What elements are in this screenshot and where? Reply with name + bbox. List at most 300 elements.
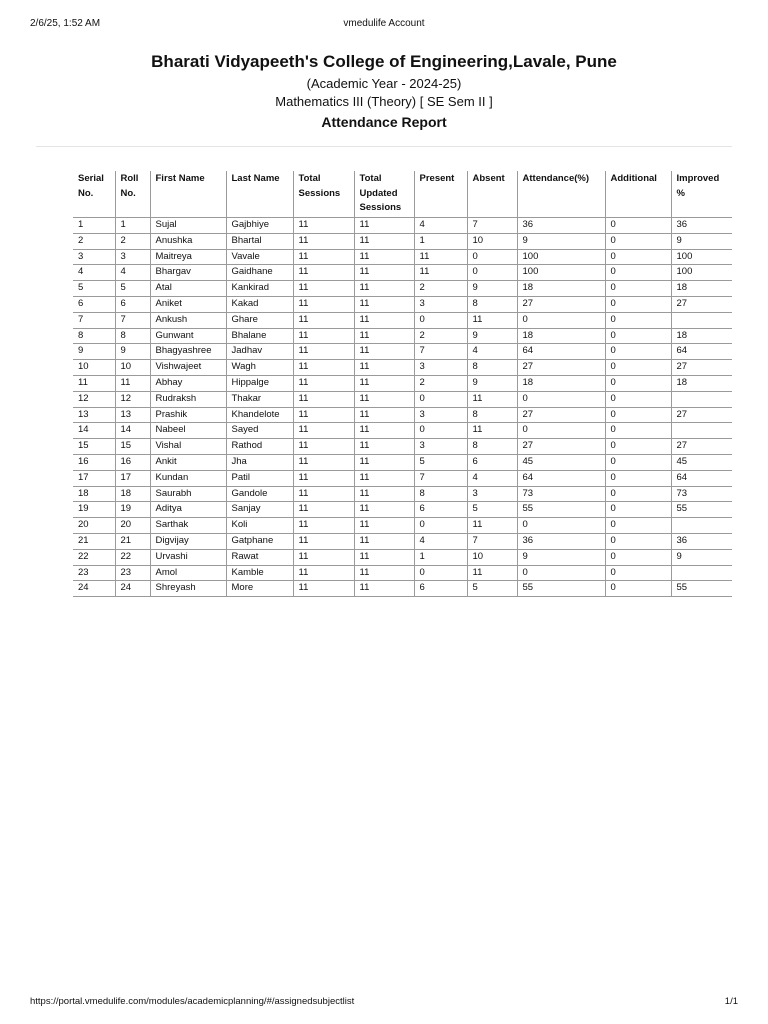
table-cell: 0 <box>605 407 671 423</box>
table-cell <box>671 565 732 581</box>
table-cell: 19 <box>115 502 150 518</box>
table-cell: 64 <box>671 344 732 360</box>
table-cell: 20 <box>73 518 115 534</box>
table-cell: Bhagyashree <box>150 344 226 360</box>
table-row <box>73 391 732 407</box>
table-row <box>73 454 732 470</box>
table-cell: 0 <box>414 423 467 439</box>
table-body <box>73 218 732 597</box>
table-cell: Wagh <box>226 360 293 376</box>
table-cell: 0 <box>605 249 671 265</box>
table-cell: 17 <box>115 470 150 486</box>
table-cell: 12 <box>73 391 115 407</box>
table-cell: 3 <box>414 407 467 423</box>
table-cell: 0 <box>414 518 467 534</box>
table-cell: 0 <box>605 328 671 344</box>
table-cell: 10 <box>467 233 517 249</box>
table-cell: 11 <box>467 312 517 328</box>
table-cell: Atal <box>150 281 226 297</box>
table-cell: 7 <box>467 218 517 234</box>
table-cell: 0 <box>605 581 671 597</box>
table-cell: 64 <box>517 344 605 360</box>
table-cell: 36 <box>671 533 732 549</box>
table-cell: Rathod <box>226 439 293 455</box>
table-cell: 9 <box>517 549 605 565</box>
table-cell: 0 <box>517 391 605 407</box>
table-row <box>73 581 732 597</box>
table-cell: Rawat <box>226 549 293 565</box>
table-cell: 21 <box>115 533 150 549</box>
table-cell: 11 <box>354 360 414 376</box>
table-cell: 11 <box>354 533 414 549</box>
table-cell: 1 <box>414 549 467 565</box>
table-cell: 11 <box>354 344 414 360</box>
print-page-number: 1/1 <box>724 996 738 1007</box>
table-cell: Ankush <box>150 312 226 328</box>
table-cell: Koli <box>226 518 293 534</box>
table-cell: 55 <box>671 581 732 597</box>
table-cell: 3 <box>467 486 517 502</box>
table-cell: 100 <box>517 265 605 281</box>
table-cell: 2 <box>414 328 467 344</box>
table-cell: 8 <box>467 296 517 312</box>
table-cell: 100 <box>671 265 732 281</box>
table-cell: 27 <box>671 439 732 455</box>
table-cell: 0 <box>605 423 671 439</box>
table-cell: 3 <box>414 296 467 312</box>
table-cell: Sujal <box>150 218 226 234</box>
table-cell <box>671 312 732 328</box>
table-cell: 18 <box>517 328 605 344</box>
table-cell: 11 <box>414 249 467 265</box>
table-cell: Patil <box>226 470 293 486</box>
print-url: https://portal.vmedulife.com/modules/academicplanning/#/assignedsubjectlist <box>30 996 355 1007</box>
table-cell: 27 <box>671 360 732 376</box>
column-header-text: Serial <box>78 173 104 184</box>
column-header-text: Improved <box>676 173 720 184</box>
table-cell: 11 <box>293 312 354 328</box>
table-row <box>73 265 732 281</box>
table-cell: 11 <box>293 486 354 502</box>
table-cell: 5 <box>467 581 517 597</box>
column-header-text: No. <box>120 187 136 199</box>
table-cell: 11 <box>293 233 354 249</box>
table-cell: 24 <box>73 581 115 597</box>
table-cell: 6 <box>414 581 467 597</box>
table-cell: 0 <box>517 312 605 328</box>
table-cell: 0 <box>467 265 517 281</box>
table-cell: 18 <box>671 375 732 391</box>
table-cell: 0 <box>517 565 605 581</box>
table-cell: 45 <box>517 454 605 470</box>
table-cell: Thakar <box>226 391 293 407</box>
table-cell: 18 <box>115 486 150 502</box>
divider <box>36 146 732 147</box>
column-header-text: First Name <box>155 173 205 184</box>
table-cell: 4 <box>414 218 467 234</box>
column-header <box>517 171 605 218</box>
table-cell: 11 <box>293 502 354 518</box>
table-cell: Gatphane <box>226 533 293 549</box>
table-cell: 11 <box>354 454 414 470</box>
report-title: Attendance Report <box>321 114 447 130</box>
table-cell: 14 <box>115 423 150 439</box>
table-cell: Urvashi <box>150 549 226 565</box>
table-cell: Vishal <box>150 439 226 455</box>
table-cell: 9 <box>671 549 732 565</box>
table-cell: 11 <box>354 218 414 234</box>
table-cell: 1 <box>414 233 467 249</box>
table-row <box>73 328 732 344</box>
column-header <box>414 171 467 218</box>
table-row <box>73 565 732 581</box>
table-cell: 4 <box>73 265 115 281</box>
table-cell: 11 <box>293 549 354 565</box>
table-cell: 11 <box>293 454 354 470</box>
table-row <box>73 344 732 360</box>
table-row <box>73 533 732 549</box>
table-cell: 0 <box>605 502 671 518</box>
table-cell: 11 <box>467 518 517 534</box>
table-cell: 7 <box>414 470 467 486</box>
table-cell: Saurabh <box>150 486 226 502</box>
table-cell: 11 <box>354 549 414 565</box>
table-cell: 11 <box>293 470 354 486</box>
table-cell: 11 <box>354 470 414 486</box>
table-row <box>73 439 732 455</box>
table-cell: 11 <box>293 581 354 597</box>
table-cell: 0 <box>605 454 671 470</box>
table-cell: 73 <box>671 486 732 502</box>
attendance-table <box>73 171 732 597</box>
table-cell: 36 <box>517 533 605 549</box>
table-cell: 6 <box>115 296 150 312</box>
table-cell: 9 <box>517 233 605 249</box>
table-cell: 11 <box>467 423 517 439</box>
table-row <box>73 502 732 518</box>
table-cell: 64 <box>671 470 732 486</box>
column-header <box>73 171 115 218</box>
table-cell: 0 <box>517 423 605 439</box>
table-cell: 11 <box>293 375 354 391</box>
table-cell: 64 <box>517 470 605 486</box>
table-cell: 0 <box>467 249 517 265</box>
column-header-text: Absent <box>472 173 505 184</box>
table-cell: 0 <box>605 439 671 455</box>
table-cell: Sayed <box>226 423 293 439</box>
table-cell: 3 <box>414 439 467 455</box>
table-cell: Rudraksh <box>150 391 226 407</box>
table-cell: 22 <box>115 549 150 565</box>
table-cell: 14 <box>73 423 115 439</box>
table-cell: 27 <box>517 407 605 423</box>
table-cell: 11 <box>115 375 150 391</box>
table-cell: 8 <box>467 407 517 423</box>
table-cell: 13 <box>115 407 150 423</box>
table-cell: 16 <box>73 454 115 470</box>
table-cell: 12 <box>115 391 150 407</box>
table-cell: 0 <box>605 486 671 502</box>
table-cell: 15 <box>73 439 115 455</box>
column-header <box>293 171 354 218</box>
table-cell: Sarthak <box>150 518 226 534</box>
table-cell: 19 <box>73 502 115 518</box>
column-header-text: Total <box>359 173 382 184</box>
table-cell: 0 <box>605 281 671 297</box>
table-cell: 7 <box>467 533 517 549</box>
table-cell: Gunwant <box>150 328 226 344</box>
table-cell: 0 <box>605 360 671 376</box>
table-cell: Vavale <box>226 249 293 265</box>
table-cell: 4 <box>115 265 150 281</box>
table-cell: 7 <box>115 312 150 328</box>
table-cell: Gaidhane <box>226 265 293 281</box>
column-header-text: Attendance(%) <box>522 173 590 184</box>
column-header <box>605 171 671 218</box>
table-cell: 24 <box>115 581 150 597</box>
table-cell: Kamble <box>226 565 293 581</box>
table-cell: 73 <box>517 486 605 502</box>
print-datetime: 2/6/25, 1:52 AM <box>30 18 101 29</box>
table-cell: Shreyash <box>150 581 226 597</box>
table-row <box>73 518 732 534</box>
table-cell: 18 <box>671 328 732 344</box>
table-cell: 18 <box>73 486 115 502</box>
table-cell: Sanjay <box>226 502 293 518</box>
table-cell <box>671 518 732 534</box>
table-cell: 7 <box>73 312 115 328</box>
table-cell: 8 <box>467 439 517 455</box>
table-cell: 0 <box>414 565 467 581</box>
table-cell: 11 <box>293 423 354 439</box>
table-cell: 11 <box>73 375 115 391</box>
table-cell: 15 <box>115 439 150 455</box>
column-header <box>354 171 414 218</box>
table-cell: Kundan <box>150 470 226 486</box>
table-cell: 9 <box>73 344 115 360</box>
table-cell: 8 <box>467 360 517 376</box>
table-cell: 0 <box>414 391 467 407</box>
table-row <box>73 360 732 376</box>
table-cell: 11 <box>293 281 354 297</box>
table-cell: Ankit <box>150 454 226 470</box>
column-header-text: No. <box>78 187 94 199</box>
table-cell: 0 <box>605 312 671 328</box>
table-cell: Kankirad <box>226 281 293 297</box>
table-cell: 13 <box>73 407 115 423</box>
table-cell: 11 <box>354 439 414 455</box>
table-row <box>73 375 732 391</box>
table-cell: Kakad <box>226 296 293 312</box>
table-cell: 0 <box>605 296 671 312</box>
table-cell: Gandole <box>226 486 293 502</box>
table-cell: 20 <box>115 518 150 534</box>
table-cell: 0 <box>605 218 671 234</box>
table-cell: Bhargav <box>150 265 226 281</box>
table-cell: 11 <box>293 265 354 281</box>
table-cell: 11 <box>354 281 414 297</box>
table-cell: 55 <box>517 502 605 518</box>
table-row <box>73 549 732 565</box>
table-cell: Abhay <box>150 375 226 391</box>
table-cell: 11 <box>354 581 414 597</box>
table-cell: 11 <box>293 218 354 234</box>
table-cell: 2 <box>73 233 115 249</box>
column-header <box>467 171 517 218</box>
subject-name: Mathematics III (Theory) [ SE Sem II ] <box>275 94 493 109</box>
table-cell: 11 <box>354 502 414 518</box>
column-header-text: Roll <box>120 173 139 184</box>
table-cell: 8 <box>73 328 115 344</box>
table-cell: 17 <box>73 470 115 486</box>
table-cell: 45 <box>671 454 732 470</box>
table-cell: 2 <box>414 281 467 297</box>
table-cell: 0 <box>605 233 671 249</box>
table-cell: Amol <box>150 565 226 581</box>
table-cell: Vishwajeet <box>150 360 226 376</box>
table-cell <box>671 423 732 439</box>
column-header <box>671 171 732 218</box>
table-row <box>73 312 732 328</box>
table-cell: 5 <box>115 281 150 297</box>
table-cell: 4 <box>467 344 517 360</box>
table-cell: 0 <box>517 518 605 534</box>
table-cell: 11 <box>414 265 467 281</box>
table-cell: 23 <box>73 565 115 581</box>
table-row <box>73 218 732 234</box>
table-cell: 11 <box>293 328 354 344</box>
table-cell: 11 <box>293 296 354 312</box>
column-header-text: Additional <box>610 173 657 184</box>
table-cell: 8 <box>115 328 150 344</box>
table-cell: 27 <box>671 407 732 423</box>
table-cell: 10 <box>467 549 517 565</box>
table-cell: 36 <box>671 218 732 234</box>
table-row <box>73 486 732 502</box>
table-cell: 4 <box>414 533 467 549</box>
table-cell: 27 <box>517 439 605 455</box>
table-cell: 10 <box>115 360 150 376</box>
table-cell: 5 <box>414 454 467 470</box>
column-header-text: Updated <box>359 187 398 199</box>
table-cell: 10 <box>73 360 115 376</box>
table-cell: 3 <box>414 360 467 376</box>
table-cell: 16 <box>115 454 150 470</box>
table-cell: More <box>226 581 293 597</box>
table-cell: 100 <box>517 249 605 265</box>
table-cell: 8 <box>414 486 467 502</box>
table-cell: 9 <box>467 281 517 297</box>
table-cell: 2 <box>115 233 150 249</box>
column-header-text: Present <box>419 173 455 184</box>
table-cell: 11 <box>354 391 414 407</box>
table-cell: 22 <box>73 549 115 565</box>
table-cell: 0 <box>605 549 671 565</box>
table-cell: 0 <box>605 344 671 360</box>
table-cell: 11 <box>354 518 414 534</box>
table-cell: 0 <box>414 312 467 328</box>
table-cell: 0 <box>605 565 671 581</box>
table-cell: 11 <box>293 391 354 407</box>
table-cell: 7 <box>414 344 467 360</box>
table-row <box>73 470 732 486</box>
table-cell: 11 <box>293 344 354 360</box>
table-cell: Maitreya <box>150 249 226 265</box>
table-cell: 6 <box>414 502 467 518</box>
table-cell: Aniket <box>150 296 226 312</box>
table-cell: Ghare <box>226 312 293 328</box>
table-cell: 1 <box>115 218 150 234</box>
table-cell: Jha <box>226 454 293 470</box>
table-cell: 11 <box>293 518 354 534</box>
column-header <box>115 171 150 218</box>
table-cell: 11 <box>354 407 414 423</box>
table-cell: 0 <box>605 375 671 391</box>
table-cell: 11 <box>293 533 354 549</box>
table-cell: Anushka <box>150 233 226 249</box>
table-cell: 4 <box>467 470 517 486</box>
table-cell: Digvijay <box>150 533 226 549</box>
table-cell: Gajbhiye <box>226 218 293 234</box>
table-row <box>73 281 732 297</box>
table-cell: 11 <box>354 233 414 249</box>
table-cell: Aditya <box>150 502 226 518</box>
table-cell: 11 <box>354 249 414 265</box>
table-cell: 18 <box>517 281 605 297</box>
table-cell: 18 <box>517 375 605 391</box>
table-cell: 11 <box>293 360 354 376</box>
table-row <box>73 233 732 249</box>
table-cell: Bhartal <box>226 233 293 249</box>
column-header <box>150 171 226 218</box>
table-cell: Prashik <box>150 407 226 423</box>
table-cell: 5 <box>467 502 517 518</box>
table-cell: 0 <box>605 518 671 534</box>
table-cell <box>671 391 732 407</box>
table-cell: 0 <box>605 265 671 281</box>
table-cell: 6 <box>467 454 517 470</box>
table-cell: 1 <box>73 218 115 234</box>
table-cell: 9 <box>671 233 732 249</box>
table-cell: 0 <box>605 391 671 407</box>
table-cell: 23 <box>115 565 150 581</box>
table-cell: Jadhav <box>226 344 293 360</box>
table-cell: 27 <box>671 296 732 312</box>
column-header-text: % <box>676 187 685 199</box>
table-cell: 11 <box>354 423 414 439</box>
table-cell: 9 <box>467 375 517 391</box>
table-cell: 21 <box>73 533 115 549</box>
table-cell: 11 <box>354 296 414 312</box>
table-cell: 55 <box>517 581 605 597</box>
table-cell: 3 <box>73 249 115 265</box>
table-cell: 5 <box>73 281 115 297</box>
table-cell: 11 <box>354 375 414 391</box>
table-cell: Hippalge <box>226 375 293 391</box>
table-row <box>73 423 732 439</box>
table-cell: 11 <box>354 565 414 581</box>
table-cell: 27 <box>517 360 605 376</box>
column-header-text: Sessions <box>298 187 341 199</box>
table-header-row <box>73 171 732 218</box>
table-cell: 9 <box>115 344 150 360</box>
table-cell: 11 <box>293 407 354 423</box>
table-cell: 0 <box>605 533 671 549</box>
table-row <box>73 249 732 265</box>
table-cell: 11 <box>293 439 354 455</box>
table-cell: 18 <box>671 281 732 297</box>
table-cell: 11 <box>354 328 414 344</box>
